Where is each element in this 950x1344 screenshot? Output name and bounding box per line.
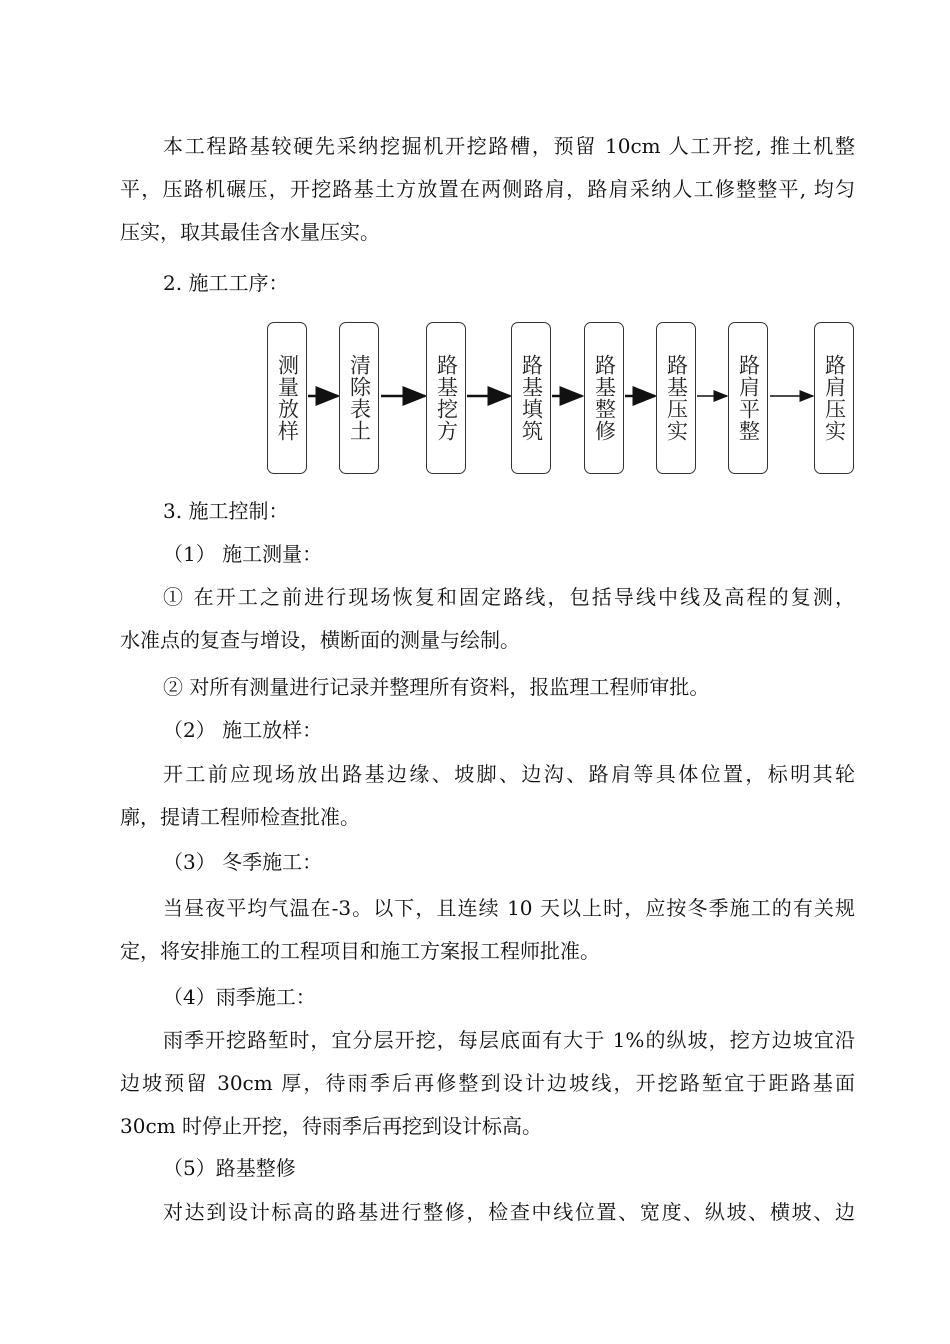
flow-arrows	[0, 0, 950, 500]
flow-step-label: 清除表土	[347, 354, 372, 442]
flow-step-label: 路基挖方	[434, 354, 459, 442]
flow-step-compact	[656, 322, 696, 474]
flow-step-label: 路基填筑	[519, 354, 544, 442]
flow-step-trim	[584, 322, 624, 474]
paragraph-line: 平，压路机碾压，开挖路基土方放置在两侧路肩，路肩采纳人工修整整平, 均匀	[120, 177, 855, 201]
subsection-heading: （2） 施工放样：	[163, 718, 323, 742]
paragraph-line: 雨季开挖路堑时，宜分层开挖，每层底面有大于 1%的纵坡，挖方边坡宜沿	[163, 1028, 855, 1052]
flow-step-excavation	[426, 322, 466, 474]
paragraph-line: 定，将安排施工的工程项目和施工方案报工程师批准。	[120, 939, 600, 963]
flow-step-label: 测量放样	[275, 354, 300, 442]
paragraph-line: 30cm 时停止开挖，待雨季后再挖到设计标高。	[120, 1114, 542, 1138]
subsection-heading: （4）雨季施工：	[163, 985, 316, 1009]
flow-step-shoulder-level	[728, 322, 768, 474]
flow-step-label: 路肩压实	[822, 354, 847, 442]
subsection-heading: （1） 施工测量：	[163, 542, 323, 566]
section-heading: 3. 施工控制：	[163, 499, 289, 523]
paragraph-line: 开工前应现场放出路基边缘、坡脚、边沟、路肩等具体位置，标明其轮	[163, 762, 855, 786]
flow-step-label: 路基压实	[664, 354, 689, 442]
paragraph-line: 对达到设计标高的路基进行整修，检查中线位置、宽度、纵坡、横坡、边	[163, 1200, 855, 1224]
paragraph-line: 压实，取其最佳含水量压实。	[120, 220, 380, 244]
paragraph-line: 当昼夜平均气温在-3。以下，且连续 10 天以上时，应按冬季施工的有关规	[163, 896, 855, 920]
subsection-heading: （3） 冬季施工：	[163, 850, 323, 874]
paragraph-line: ① 在开工之前进行现场恢复和固定路线，包括导线中线及高程的复测，	[163, 585, 855, 609]
flow-step-survey	[267, 322, 307, 474]
flow-step-label: 路基整修	[592, 354, 617, 442]
flow-step-label: 路肩平整	[736, 354, 761, 442]
paragraph-line: ② 对所有测量进行记录并整理所有资料，报监理工程师审批。	[163, 675, 710, 699]
paragraph-line: 廓，提请工程师检查批准。	[120, 805, 360, 829]
flow-step-clear-topsoil	[339, 322, 379, 474]
flow-step-fill	[511, 322, 551, 474]
paragraph-line: 边坡预留 30cm 厚，待雨季后再修整到设计边坡线，开挖路堑宜于距路基面	[120, 1071, 855, 1095]
flow-step-shoulder-compact	[814, 322, 854, 474]
paragraph-line: 本工程路基较硬先采纳挖掘机开挖路槽，预留 10cm 人工开挖, 推土机整	[163, 134, 855, 158]
paragraph-line: 水准点的复查与增设，横断面的测量与绘制。	[120, 628, 520, 652]
subsection-heading: （5）路基整修	[163, 1156, 296, 1180]
section-heading: 2. 施工工序：	[163, 271, 289, 295]
